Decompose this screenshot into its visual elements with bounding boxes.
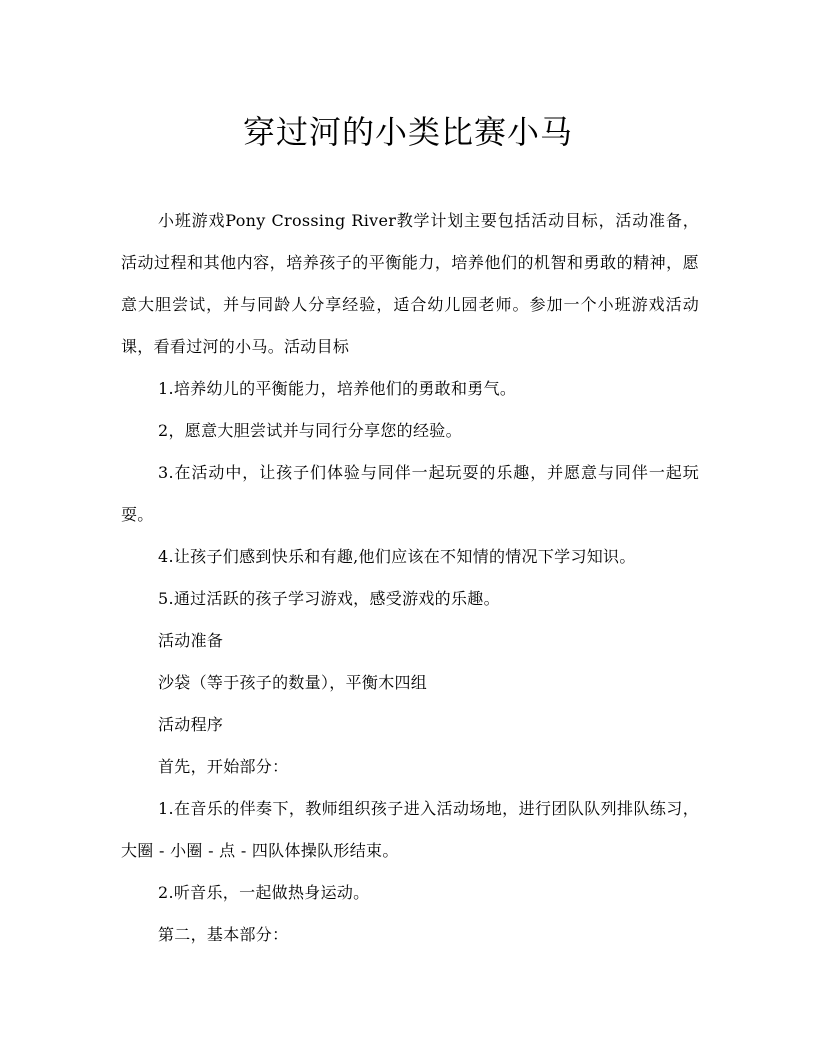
paragraph-step-2: 2.听音乐，一起做热身运动。 [158,883,370,902]
paragraph-intro: 小班游戏Pony Crossing River教学计划主要包括活动目标，活动准备，活动过程和其他内容，培养孩子的平衡能力，培养他们的机智和勇敢的精神，愿意大胆尝试，并与同龄人分享经验，适合幼儿园老师。参加一个小班游戏活动课，看看过河的小马。活动目标 [121,211,699,356]
paragraph-goal-5: 5.通过活跃的孩子学习游戏，感受游戏的乐趣。 [158,589,500,608]
paragraph-step-1: 1.在音乐的伴奏下，教师组织孩子进入活动场地，进行团队队列排队练习，大圈 - 小圈 - 点 - 四队体操队形结束。 [121,799,699,860]
paragraph-goal-2: 2，愿意大胆尝试并与同行分享您的经验。 [158,421,462,440]
document-body [121,200,699,956]
heading-part-two: 第二，基本部分： [158,925,289,944]
paragraph-goal-3: 3.在活动中，让孩子们体验与同伴一起玩耍的乐趣，并愿意与同伴一起玩耍。 [121,463,699,524]
document-title: 穿过河的小类比赛小马 [242,113,573,151]
heading-preparation: 活动准备 [158,631,224,650]
paragraph-goal-4: 4.让孩子们感到快乐和有趣,他们应该在不知情的情况下学习知识。 [158,547,636,566]
paragraph-goal-1: 1.培养幼儿的平衡能力，培养他们的勇敢和勇气。 [158,379,517,398]
heading-procedure: 活动程序 [158,715,224,734]
paragraph-materials: 沙袋（等于孩子的数量），平衡木四组 [158,673,428,692]
heading-part-one: 首先，开始部分： [158,757,289,776]
